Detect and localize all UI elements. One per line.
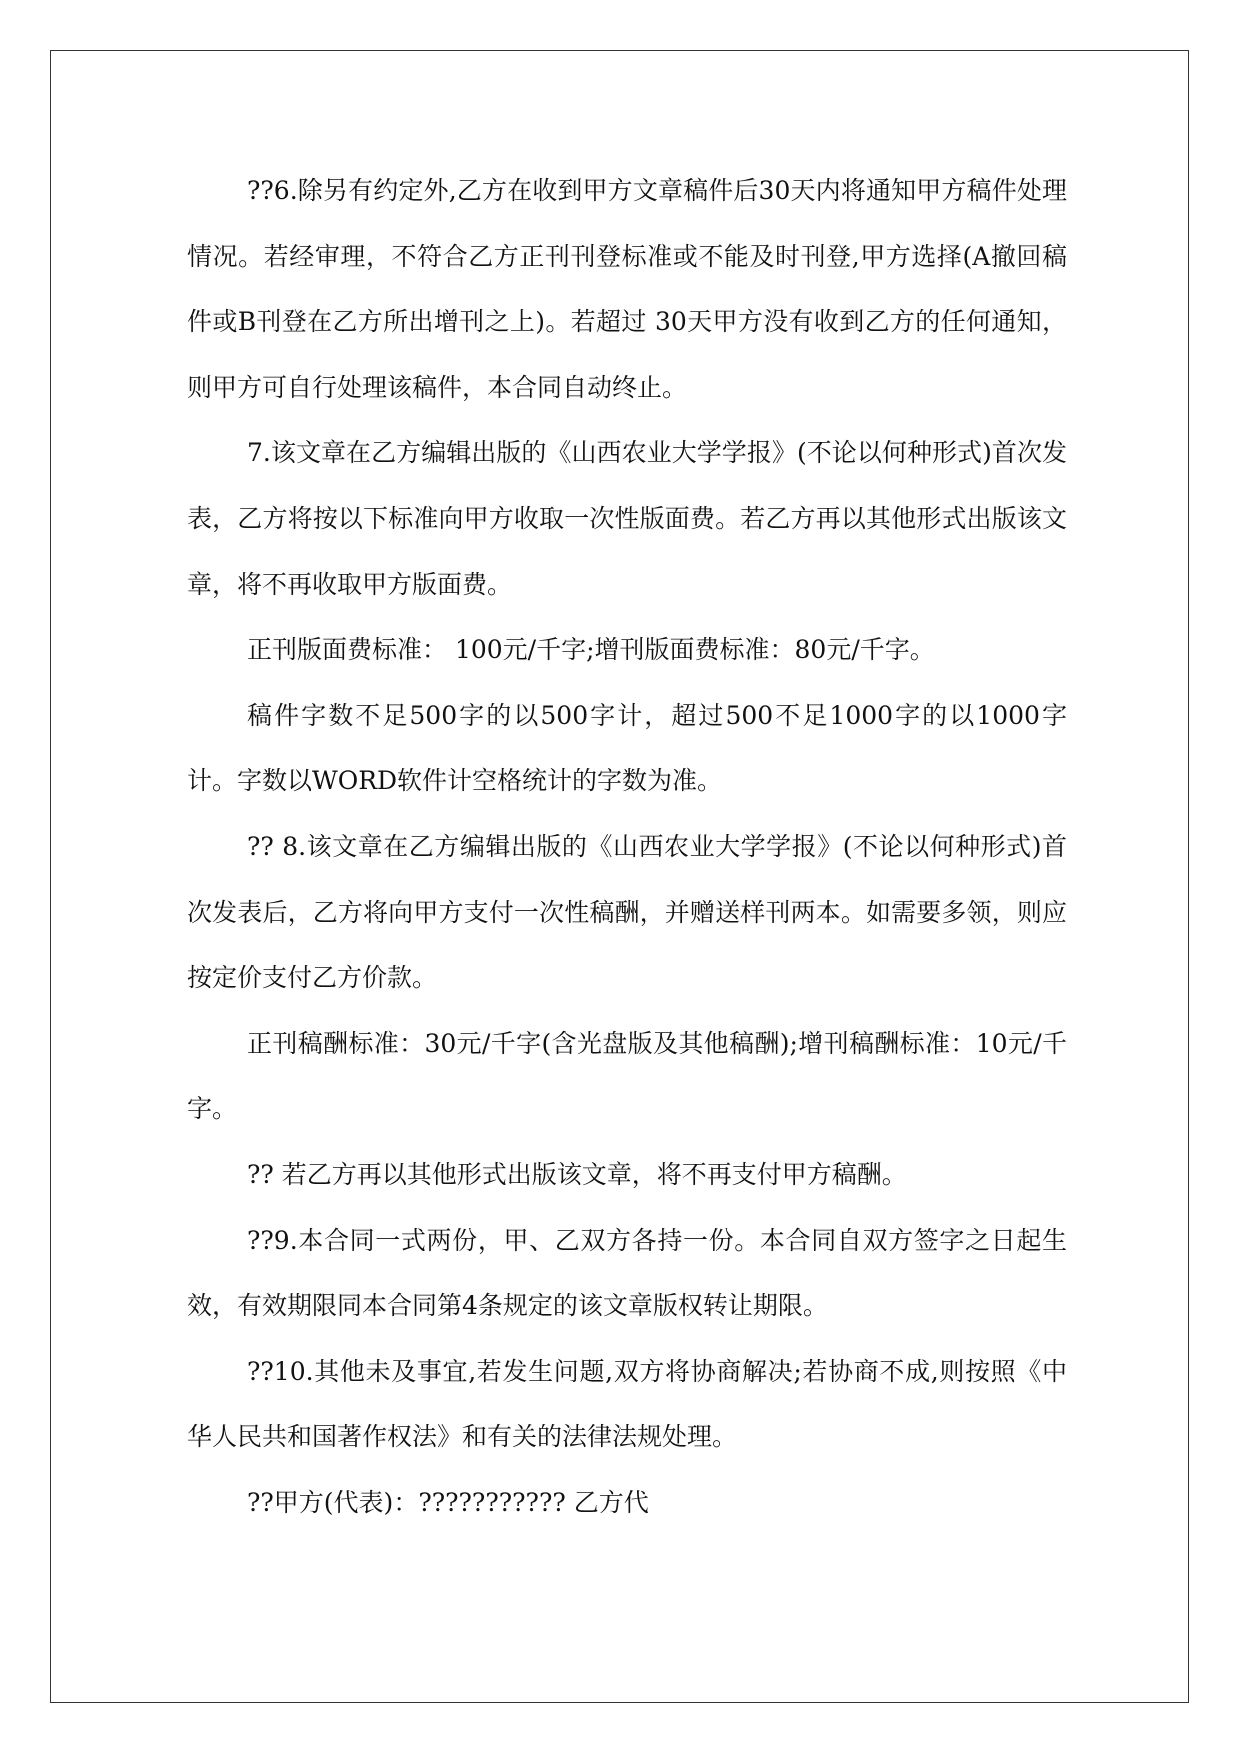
paragraph-clause-7: 7.该文章在乙方编辑出版的《山西农业大学学报》(不论以何种形式)首次发表，乙方将按以下标准向甲方收取一次性版面费。若乙方再以其他形式出版该文章，将不再收取甲方版面费。 <box>187 438 1067 599</box>
paragraph-clause-9: ??9.本合同一式两份，甲、乙双方各持一份。本合同自双方签字之日起生效，有效期限同本合同第4条规定的该文章版权转让期限。 <box>187 1225 1067 1321</box>
paragraph-republish-note: ?? 若乙方再以其他形式出版该文章，将不再支付甲方稿酬。 <box>247 1159 907 1189</box>
paragraph-layout-fee-standard: 正刊版面费标准： 100元/千字;增刊版面费标准：80元/千字。 <box>247 635 935 665</box>
paragraph-word-count-rule: 稿件字数不足500字的以500字计，超过500不足1000字的以1000字计。字数以WORD软件计空格统计的字数为准。 <box>187 700 1067 796</box>
document-body <box>187 158 1067 1535</box>
paragraph-signature-line: ??甲方(代表)：??????????? 乙方代 <box>247 1487 649 1517</box>
paragraph-clause-6: ??6.除另有约定外,乙方在收到甲方文章稿件后30天内将通知甲方稿件处理情况。若经审理，不符合乙方正刊刊登标准或不能及时刊登,甲方选择(A撤回稿件或B刊登在乙方所出增刊之上)。若超过 30天甲方没有收到乙方的任何通知，则甲方可自行处理该稿件，本合同自动终止。 <box>187 176 1067 402</box>
paragraph-clause-8: ?? 8.该文章在乙方编辑出版的《山西农业大学学报》(不论以何种形式)首次发表后，乙方将向甲方支付一次性稿酬，并赠送样刊两本。如需要多领，则应按定价支付乙方价款。 <box>187 831 1067 993</box>
paragraph-clause-10: ??10.其他未及事宜,若发生问题,双方将协商解决;若协商不成,则按照《中华人民共和国著作权法》和有关的法律法规处理。 <box>187 1356 1067 1452</box>
paragraph-royalty-standard: 正刊稿酬标准：30元/千字(含光盘版及其他稿酬);增刊稿酬标准：10元/千字。 <box>187 1028 1067 1124</box>
